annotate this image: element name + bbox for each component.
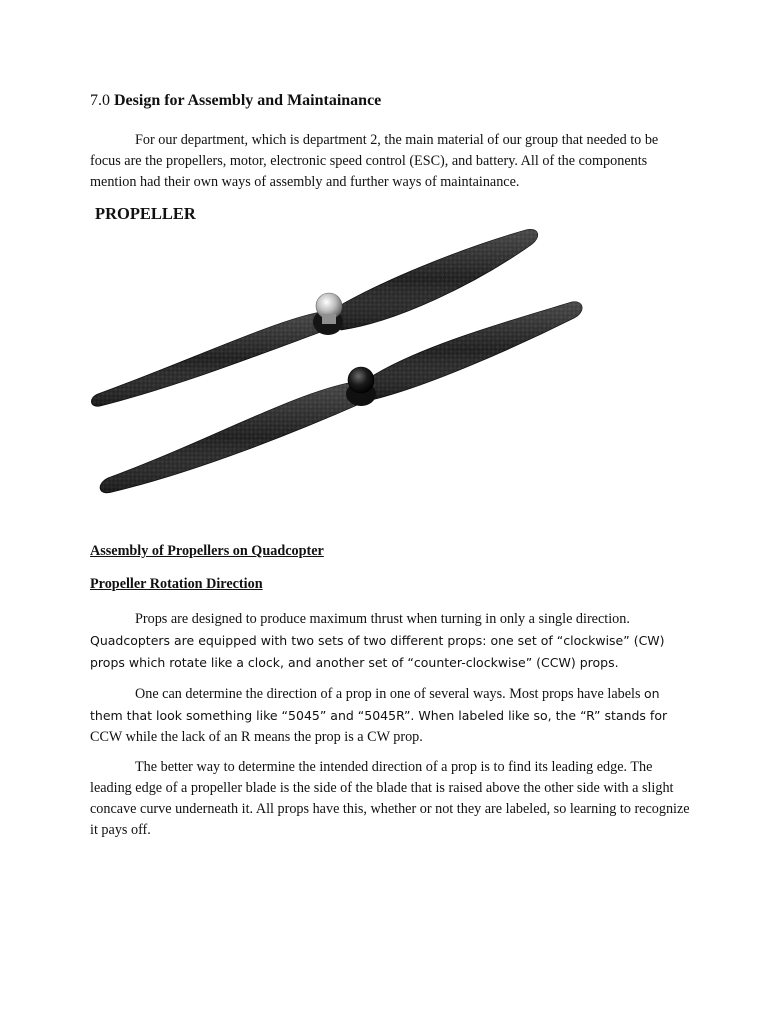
propeller-heading: PROPELLER [95, 204, 196, 223]
props-rest-text: Quadcopters are equipped with two sets of two different props: one set of “clockwise” (CW) props which rotate like a clock, and another set of “counter-clockwise” (CCW) props. [90, 633, 665, 670]
section-title: Design for Assembly and Maintainance [114, 92, 382, 109]
propeller-pair-image [86, 222, 586, 502]
direction-paragraph [90, 683, 690, 748]
section-number: 7.0 [90, 92, 110, 109]
intro-paragraph: For our department, which is department 2, the main material of our group that needed to be focus are the propellers, motor, electronic speed control (ESC), and battery. All of the components mention had their own ways of assembly and further ways of maintainance. [90, 132, 659, 190]
direction-lead-text: One can determine the direction of a prop in one of several ways. Most props have labels [135, 686, 641, 702]
direction-end-text: CCW while the lack of an R means the prop is a CW prop. [90, 729, 423, 745]
props-paragraph [90, 609, 690, 674]
rotation-heading: Propeller Rotation Direction [90, 576, 263, 592]
black-hub [348, 367, 374, 393]
leading-edge-paragraph: The better way to determine the intended direction of a prop is to find its leading edge. The leading edge of a propeller blade is the side of the blade that is raised above the other side with a slight concave curve underneath it. All props have this, whether or not they are labeled, so learning to recognize it pays off. [90, 759, 690, 838]
upper-propeller [91, 229, 537, 406]
lower-propeller [100, 302, 582, 493]
assembly-heading: Assembly of Propellers on Quadcopter [90, 543, 324, 559]
section-heading [90, 92, 381, 110]
props-lead-text: Props are designed to produce maximum thrust when turning in only a single direction. [135, 611, 630, 627]
direction-rest-text: on them that look something like “5045” and “5045R”. When labeled like so, the “R” stands for [90, 686, 668, 723]
